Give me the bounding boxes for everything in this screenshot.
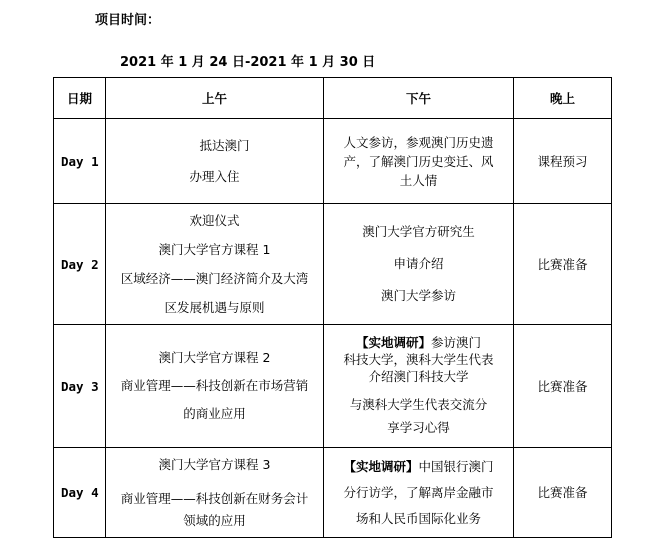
day-cell: Day 4 xyxy=(54,448,106,538)
cell-line: 【实地调研】参访澳门 xyxy=(355,334,482,350)
cell-line: 欢迎仪式 xyxy=(189,213,240,228)
cell-line: 分行访学，了解离岸金融市 xyxy=(343,484,494,500)
afternoon-cell xyxy=(324,119,514,204)
evening-cell xyxy=(514,119,612,204)
cell-line: 比赛准备 xyxy=(537,256,588,272)
morning-cell xyxy=(106,325,324,448)
cell-line: 介绍澳门科技大学 xyxy=(368,368,469,384)
cell-line: 享学习心得 xyxy=(387,419,450,435)
morning-cell xyxy=(106,448,324,538)
cell-line: 申请介绍 xyxy=(393,256,444,271)
schedule-table xyxy=(53,77,612,538)
cell-line: 抵达澳门 xyxy=(199,138,250,153)
cell-line: 课程预习 xyxy=(537,153,588,169)
cell-line: 区发展机遇与原则 xyxy=(164,300,265,315)
cell-line: 澳门大学官方课程 1 xyxy=(158,242,271,257)
date-range: 2021 年 1 月 24 日-2021 年 1 月 30 日 xyxy=(120,55,376,70)
cell-line: 商业管理——科技创新在市场营销 xyxy=(120,378,309,393)
cell-line: 办理入住 xyxy=(189,169,240,184)
cell-line: 【实地调研】中国银行澳门 xyxy=(343,458,494,474)
cell-line: 澳门大学官方课程 3 xyxy=(158,456,271,472)
day-cell: Day 3 xyxy=(54,325,106,448)
evening-cell xyxy=(514,325,612,448)
cell-line: 澳门大学官方课程 2 xyxy=(158,350,271,365)
header-morning: 上午 xyxy=(106,78,324,119)
cell-line: 场和人民币国际化业务 xyxy=(355,510,481,526)
cell-line: 土人情 xyxy=(399,172,438,188)
evening-cell xyxy=(514,448,612,538)
cell-line: 人文参访，参观澳门历史遗 xyxy=(343,134,494,150)
cell-line: 商业管理——科技创新在财务会计 xyxy=(120,490,309,506)
cell-line: 比赛准备 xyxy=(537,485,588,500)
cell-line: 的商业应用 xyxy=(183,406,246,421)
cell-line: 比赛准备 xyxy=(537,378,588,394)
header-row xyxy=(54,78,612,119)
cell-line: 领域的应用 xyxy=(183,512,246,528)
cell-line: 科技大学，澳科大学生代表 xyxy=(343,351,494,367)
afternoon-cell xyxy=(324,448,514,538)
table-row xyxy=(54,119,612,204)
schedule-heading: 项目时间： xyxy=(95,13,161,28)
table-row xyxy=(54,448,612,538)
table-row xyxy=(54,325,612,448)
field-research-tag: 【实地调研】 xyxy=(355,334,431,350)
header-afternoon: 下午 xyxy=(324,78,514,119)
field-research-tag: 【实地调研】 xyxy=(343,458,419,474)
table-row xyxy=(54,204,612,325)
afternoon-cell xyxy=(324,325,514,448)
cell-line: 产，了解澳门历史变迁、风 xyxy=(343,153,494,169)
cell-line: 澳门大学参访 xyxy=(380,288,456,303)
day-cell: Day 2 xyxy=(54,204,106,325)
afternoon-cell xyxy=(324,204,514,325)
day-cell: Day 1 xyxy=(54,119,106,204)
evening-cell xyxy=(514,204,612,325)
header-evening: 晚上 xyxy=(514,78,612,119)
cell-line: 与澳科大学生代表交流分 xyxy=(349,396,488,412)
cell-line: 区域经济——澳门经济简介及大湾 xyxy=(120,271,309,286)
morning-cell xyxy=(106,204,324,325)
morning-cell xyxy=(106,119,324,204)
header-date: 日期 xyxy=(54,78,106,119)
cell-line: 澳门大学官方研究生 xyxy=(362,224,475,239)
